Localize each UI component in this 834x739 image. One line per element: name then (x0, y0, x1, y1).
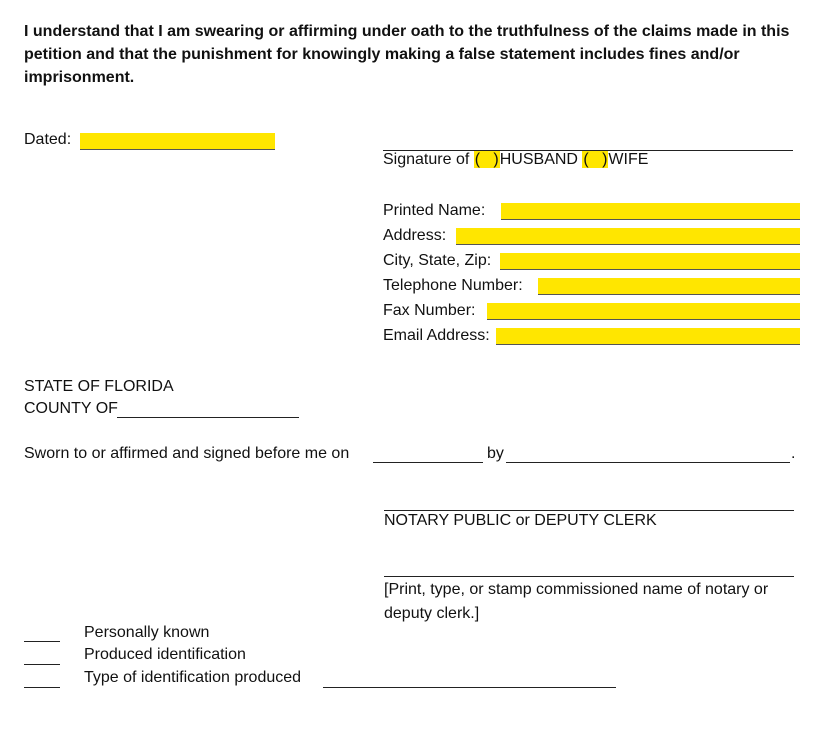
wife-checkbox[interactable]: ( ) (583, 151, 608, 168)
fax-label: Fax Number: (383, 302, 476, 319)
oath-statement: I understand that I am swearing or affirming under oath to the truthfulness of the claims made in this petition and that the punishment for knowingly making a false statement includes fines and/or imprisonment. (24, 23, 790, 86)
period: . (791, 445, 796, 462)
dated-label: Dated: (24, 131, 72, 148)
produced-id-label: Produced identification (84, 646, 246, 663)
notary-name-line[interactable] (384, 576, 794, 577)
fax-field[interactable] (487, 303, 800, 320)
husband-checkbox[interactable]: ( ) (474, 151, 499, 168)
personally-known-check[interactable] (24, 641, 60, 642)
husband-label: HUSBAND (499, 151, 578, 168)
signature-prefix: Signature of (383, 151, 470, 168)
id-type-field[interactable] (323, 687, 616, 688)
personally-known-label: Personally known (84, 624, 210, 641)
city-state-zip-label: City, State, Zip: (383, 252, 492, 269)
dated-field[interactable] (80, 133, 275, 150)
wife-label: WIFE (608, 151, 649, 168)
email-field[interactable] (496, 328, 800, 345)
email-label: Email Address: (383, 327, 490, 344)
sworn-text: Sworn to or affirmed and signed before me on (24, 445, 350, 462)
notary-name-hint: [Print, type, or stamp commissioned name of notary or deputy clerk.] (384, 581, 769, 622)
id-type-check[interactable] (24, 687, 60, 688)
city-state-zip-field[interactable] (500, 253, 800, 270)
state-line: STATE OF FLORIDA (24, 378, 174, 395)
by-text: by (487, 445, 504, 462)
address-label: Address: (383, 227, 447, 244)
produced-id-check[interactable] (24, 664, 60, 665)
sworn-date-field[interactable] (373, 462, 483, 463)
notary-signature-line[interactable] (384, 510, 794, 511)
address-field[interactable] (456, 228, 800, 245)
printed-name-label: Printed Name: (383, 202, 486, 219)
telephone-label: Telephone Number: (383, 277, 523, 294)
county-field[interactable] (117, 417, 299, 418)
notary-label: NOTARY PUBLIC or DEPUTY CLERK (384, 512, 657, 529)
id-type-label: Type of identification produced (84, 669, 302, 686)
telephone-field[interactable] (538, 278, 800, 295)
sworn-by-field[interactable] (506, 462, 790, 463)
county-label: COUNTY OF (24, 400, 118, 417)
signature-caption (383, 151, 648, 169)
printed-name-field[interactable] (501, 203, 800, 220)
